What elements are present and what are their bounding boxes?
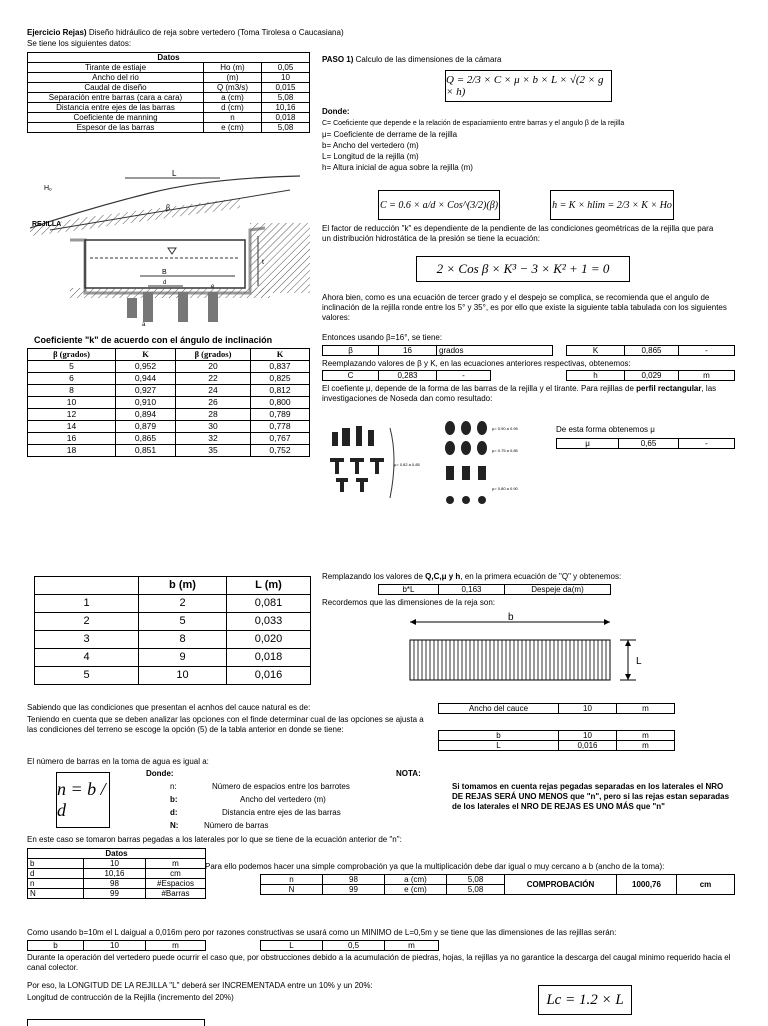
table-row: b*L 0,163 Despeje da(m) (379, 585, 611, 595)
table-row: Ancho del rio (m) 10 (28, 73, 310, 83)
formula-q: Q = 2/3 × C × μ × b × L × √(2 × g × h) (445, 70, 612, 102)
table-row: 4 9 0,018 (35, 649, 311, 667)
exercise-subtitle: Se tiene los siguientes datos: (27, 39, 132, 48)
k-value-table (566, 345, 735, 356)
reja-grid-diagram (404, 612, 650, 690)
def-d-value: Distancia entre ejes de las barras (222, 808, 341, 817)
k-factor-text: El factor de reducción "k" es dependiente de la pendiente de las condiciones geométricas de la rejilla que para un distribución hidrostática de la presión se tiene la ecuación: (322, 224, 714, 243)
table-row: 6 0,944 22 0,825 (28, 373, 310, 385)
table-row: 18 0,851 35 0,752 (28, 445, 310, 457)
grid-label-b: b (508, 612, 514, 623)
mu-bar-shapes-figure (326, 418, 526, 510)
paso1-heading: PASO 1) Calculo de las dimensiones de la cámara (322, 55, 502, 64)
table-row: 1 2 0,081 (35, 595, 311, 613)
table-row: b 10 m (439, 731, 675, 741)
cubic-text: Ahora bien, como es una ecuación de tercer grado y el despejo se complica, se recomienda que el angulo de inclinación de la rejilla ronde entre los 5° y 35°, es por ello que existe la siguiente tabla tabulada con los siguientes valores: (322, 293, 727, 322)
def-b: b= Ancho del vertedero (m) (322, 141, 419, 150)
table-row: n 98 #Espacios (28, 879, 206, 889)
table-row: C 0,283 - (323, 371, 491, 381)
table-row: 2 5 0,033 (35, 613, 311, 631)
diagram-label-e: e (211, 284, 215, 290)
formula-cubic: 2 × Cos β × K³ − 3 × K² + 1 = 0 (416, 256, 630, 282)
final-p2: Durante la operación del vertedero puede ocurrir el caso que, por obstrucciones debido a la acumulación de piedras, hojas, la rejillas ya no garantice la descarga del caugal minimo requerido hacia el canal colector. (27, 953, 731, 972)
datos-table (27, 52, 310, 133)
table-row: Caudal de diseño Q (m3/s) 0,015 (28, 83, 310, 93)
cauce-p2: Teniendo en cuenta que se deben analizar las opciones con el finde determinar cual de las opciones se ajusta a las condiciones del terreno se escoge la opción (5) de la tabla anterior en donde se tiene: (27, 715, 424, 734)
table-row: Ancho del cauce 10 m (439, 704, 675, 714)
diagram-label-t: t (262, 259, 264, 266)
table-row: 5 10 0,016 (35, 667, 311, 685)
obtenemos-mu-text: De esta forma obtenemos μ (556, 425, 655, 434)
exercise-title: Ejercicio Rejas) Diseño hidráulico de reja sobre vertedero (Toma Tirolesa o Caucasiana) (27, 28, 344, 37)
def-mu: μ= Coeficiente de derrame de la rejilla (322, 130, 458, 139)
table-row: 16 0,865 32 0,767 (28, 433, 310, 445)
table-row: 3 8 0,020 (35, 631, 311, 649)
nota-text: Si tomamos en cuenta rejas pegadas separadas en los laterales el NRO DE REJAS SERÁ UNO MENOS que "n", pero si las rejas estan separadas de los laterales el NRO DE REJAS ES UNO MÁS que "n" (452, 782, 730, 811)
mu-label-3: μ= 0.82 a 0.85 (394, 462, 420, 467)
reemplazando-text: Reemplazando valores de β y K, en las ecuaciones anteriores respectivas, obtenemos: (322, 359, 631, 368)
barras-datos-table: Datos b 10 m d 10,16 cm n 98 #Espacios N 99 #Barras (27, 848, 206, 899)
b-l-selected-table (438, 730, 675, 751)
h-value-table (566, 370, 735, 381)
final-b-table (27, 940, 206, 951)
def-n-value: Número de espacios entre los barrotes (212, 782, 350, 791)
donde-label: Donde: (322, 107, 350, 116)
table-row: h 0,029 m (567, 371, 735, 381)
mu-label-1: μ= 0.90 a 0.95 (492, 426, 518, 431)
cauce-p1: Sabiendo que las condiciones que presentan el acnhos del cauce natural es de: (27, 703, 311, 712)
diagram-label-b: B (162, 269, 167, 276)
table-row: b 10 m (28, 859, 206, 869)
barras-donde-label: Donde: (146, 769, 174, 778)
mu-label-2: μ= 0.75 a 0.85 (492, 448, 518, 453)
comprobacion-text: Para ello podemos hacer una simple comprobación ya que la multiplicación debe dar igual o muy cercano a b (ancho de la toma): (205, 862, 665, 871)
mu-label-4: μ= 0.80 a 0.90 (492, 486, 518, 491)
grid-label-l: L (636, 656, 642, 667)
bl-product-table (378, 584, 611, 595)
def-nbig-value: Número de barras (204, 821, 269, 830)
diagram-label-beta: β (166, 203, 171, 212)
b-l-options-table: b (m) L (m) 1 2 0,081 2 5 0,033 3 8 0,020 4 9 0,018 5 10 0,016 (34, 576, 311, 685)
comprobacion-table (260, 874, 735, 895)
formula-lc: Lc = 1.2 × L (538, 985, 632, 1015)
diagram-label-rejilla: REJILLA (32, 221, 62, 228)
diagram-label-l: L (172, 169, 177, 178)
table-row: 12 0,894 28 0,789 (28, 409, 310, 421)
table-row: n 98 a (cm) 5,08 COMPROBACIÓN 1000,76 cm (261, 875, 735, 885)
k-table: β (grados) K β (grados) K 5 0,952 20 0,837 6 0,944 22 0,825 8 0,927 24 0,812 10 0,910 26 0,800 12 0,894 28 0,789 14 0,879 30 0,778 16 0,865 32 0,767 18 0,851 35 0,752 (27, 348, 310, 457)
beta-table (322, 345, 553, 356)
mu-value-table (556, 438, 735, 449)
final-l-table (260, 940, 439, 951)
table-row: 8 0,927 24 0,812 (28, 385, 310, 397)
table-row: K 0,865 - (567, 346, 735, 356)
table-row: N 99 #Barras (28, 889, 206, 899)
k-table-title: Coeficiente "k" de acuerdo con el ángulo de inclinación (34, 335, 273, 345)
table-row: μ 0,65 - (557, 439, 735, 449)
table-row: Coeficiente de manning n 0,018 (28, 113, 310, 123)
def-h: h= Altura inicial de agua sobre la rejilla (m) (322, 163, 473, 172)
def-d-key: d: (170, 808, 178, 817)
reja-cross-section-diagram (30, 168, 320, 328)
def-nbig-key: N: (170, 821, 179, 830)
entonces-text: Entonces usando β=16°, se tiene: (322, 333, 443, 342)
table-row: 5 0,952 20 0,837 (28, 361, 310, 373)
caso-text: En este caso se tomaron barras pegadas a los laterales por lo que se tiene de la ecuación anterior de "n": (27, 835, 402, 844)
table-row: Espesor de las barras e (cm) 5,08 (28, 123, 310, 133)
table-row: Separación entre barras (cara a cara) a (cm) 5,08 (28, 93, 310, 103)
c-value-table (322, 370, 491, 381)
final-p1: Como usando b=10m el L daigual a 0,016m pero por razones constructivas se usará como un MINIMO de L=0,5m y se tiene que las dimensiones de las rejillas serán: (27, 928, 617, 937)
def-l: L= Longitud de la rejilla (m) (322, 152, 419, 161)
diagram-label-ho: Hₒ (44, 185, 52, 192)
def-b2-key: b: (170, 795, 178, 804)
table-row: N 99 e (cm) 5,08 (261, 885, 735, 895)
final-p3: Por eso, la LONGITUD DE LA REJILLA "L" deberá ser INCREMENTADA entre un 10% y un 20%: (27, 981, 373, 990)
formula-h: h = K × hlim = 2/3 × K × Ho (550, 190, 674, 220)
table-row: b 10 m (28, 941, 206, 951)
def-b2-value: Ancho del vertedero (m) (240, 795, 326, 804)
formula-n: n = b / d (56, 772, 110, 828)
def-c: C= Coeficiente que depende e la relación de espaciamiento entre barras y el angulo β de la rejilla (322, 120, 625, 127)
table-row: d 10,16 cm (28, 869, 206, 879)
cauce-p3: El número de barras en la toma de agua es igual a: (27, 757, 209, 766)
cut-off-table (27, 1019, 205, 1026)
table-row: L 0,5 m (261, 941, 439, 951)
mu-text: El coefiente μ, depende de la forma de las barras de la rejilla y el tirante. Para rejillas de perfil rectangular, las investigaciones de Noseda dan como resultado: (322, 384, 717, 403)
final-p4: Longitud de contrucción de la Rejilla (incremento del 20%) (27, 993, 234, 1002)
replace-q-text-full: Remplazando los valores de Q,C,μ y h, en la primera ecuación de "Q" y obtenemos: (322, 572, 622, 581)
table-row: 10 0,910 26 0,800 (28, 397, 310, 409)
table-row: 14 0,879 30 0,778 (28, 421, 310, 433)
recordemos-text: Recordemos que las dimensiones de la reja son: (322, 598, 495, 607)
table-row: Distancia entre ejes de las barras d (cm) 10,16 (28, 103, 310, 113)
diagram-label-d: d (163, 280, 167, 286)
formula-c: C = 0.6 × a/d × Cos^(3/2)(β) (378, 190, 500, 220)
datos-table-title: Datos (28, 53, 310, 63)
table-row: β 16 grados (323, 346, 553, 356)
nota-label: NOTA: (396, 769, 421, 778)
ancho-cauce-table (438, 703, 675, 714)
table-row: Tirante de estiaje Ho (m) 0,05 (28, 63, 310, 73)
def-n-key: n: (170, 782, 177, 791)
diagram-label-a: a (142, 322, 146, 328)
table-row: L 0,016 m (439, 741, 675, 751)
